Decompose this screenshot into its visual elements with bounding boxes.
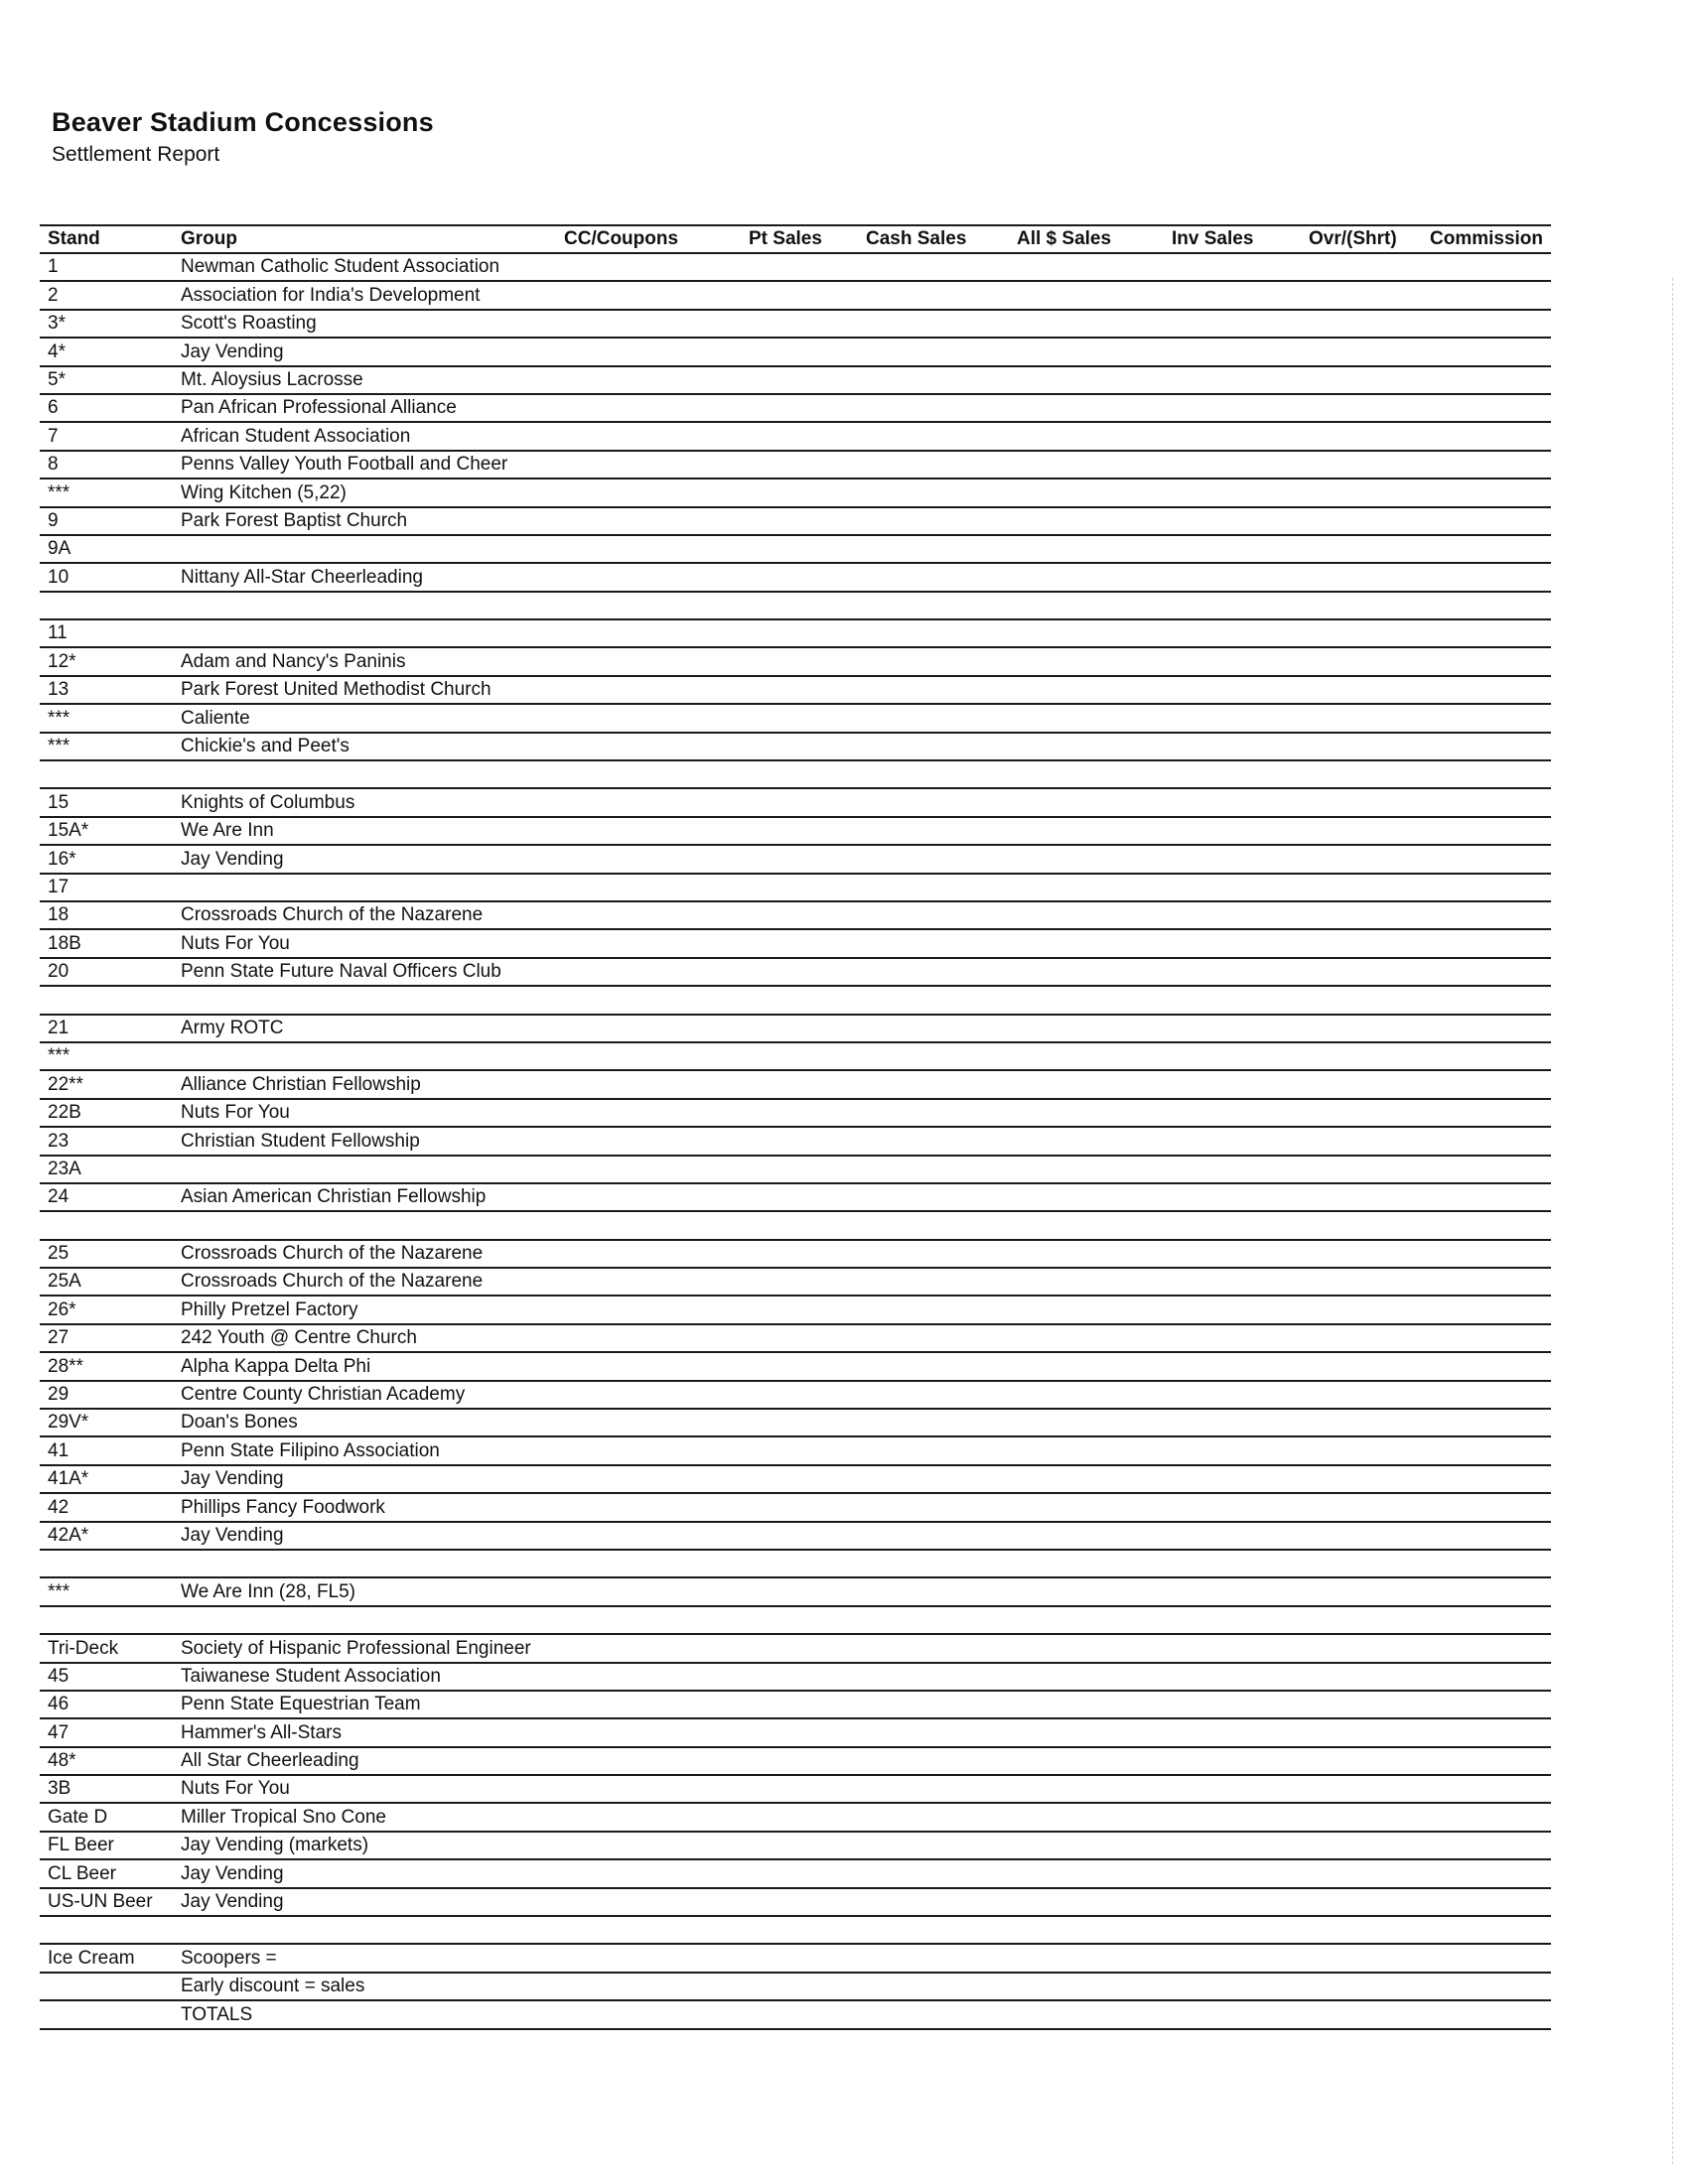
group-cell: Nuts For You: [181, 1778, 290, 1800]
table-row: [40, 1833, 1551, 1860]
stand-cell: 9: [48, 509, 59, 531]
stand-cell: 13: [48, 679, 70, 701]
group-cell: 242 Youth @ Centre Church: [181, 1327, 417, 1349]
group-cell: We Are Inn (28, FL5): [181, 1580, 356, 1602]
stand-cell: 47: [48, 1721, 70, 1743]
stand-cell: 2: [48, 284, 59, 306]
stand-cell: 3B: [48, 1778, 71, 1800]
group-cell: Caliente: [181, 707, 250, 729]
group-cell: Centre County Christian Academy: [181, 1384, 466, 1406]
table-row: [40, 1578, 1551, 1606]
group-cell: Knights of Columbus: [181, 791, 355, 813]
group-cell: Chickie's and Peet's: [181, 736, 350, 757]
stand-cell: 23: [48, 1130, 70, 1152]
table-row: [40, 395, 1551, 423]
stand-cell: 20: [48, 961, 70, 983]
stand-cell: ***: [48, 736, 70, 757]
stand-cell: 28**: [48, 1355, 83, 1377]
group-cell: Association for India's Development: [181, 284, 481, 306]
stand-cell: [48, 987, 167, 1013]
table-row: [40, 846, 1551, 874]
stand-cell: 46: [48, 1694, 70, 1715]
group-cell: Asian American Christian Fellowship: [181, 1186, 487, 1208]
group-cell: [181, 1551, 578, 1576]
header-inv-sales: Inv Sales: [1172, 228, 1254, 249]
table-row: [40, 620, 1551, 648]
page-subtitle: Settlement Report: [52, 143, 220, 166]
group-cell: Penns Valley Youth Football and Cheer: [181, 454, 508, 476]
group-cell: Penn State Future Naval Officers Club: [181, 961, 501, 983]
stand-cell: 26*: [48, 1298, 76, 1320]
group-cell: Jay Vending: [181, 1524, 284, 1546]
group-cell: [181, 1212, 578, 1238]
group-cell: [181, 536, 578, 562]
header-cash-sales: Cash Sales: [866, 228, 967, 249]
group-cell: Mt. Aloysius Lacrosse: [181, 368, 363, 390]
table-row: [40, 677, 1551, 705]
header-stand: Stand: [48, 228, 100, 249]
group-cell: African Student Association: [181, 425, 411, 447]
stand-cell: 4*: [48, 341, 66, 362]
stand-cell: 25: [48, 1243, 70, 1265]
stand-cell: 41A*: [48, 1468, 89, 1490]
stand-cell: [48, 593, 167, 618]
header-commission: Commission: [1430, 228, 1544, 249]
group-cell: Jay Vending: [181, 1862, 284, 1884]
table-row: [40, 1382, 1551, 1410]
group-cell: Doan's Bones: [181, 1412, 298, 1433]
table-row: [40, 1016, 1551, 1043]
stand-cell: Gate D: [48, 1806, 108, 1828]
header-cc-coupons: CC/Coupons: [564, 228, 679, 249]
table-header-row: [40, 224, 1551, 254]
stand-cell: 1: [48, 256, 59, 278]
table-row: [40, 761, 1551, 789]
stand-cell: [48, 1607, 167, 1633]
stand-cell: 24: [48, 1186, 70, 1208]
table-row: [40, 734, 1551, 761]
group-cell: Crossroads Church of the Nazarene: [181, 1243, 484, 1265]
group-cell: Early discount = sales: [181, 1976, 365, 1997]
stand-cell: 8: [48, 454, 59, 476]
table-row: [40, 1100, 1551, 1128]
table-row: [40, 1410, 1551, 1437]
table-row: [40, 902, 1551, 930]
group-cell: Society of Hispanic Professional Engineer: [181, 1637, 531, 1659]
group-cell: Alpha Kappa Delta Phi: [181, 1355, 371, 1377]
stand-cell: 41: [48, 1439, 70, 1461]
group-cell: [181, 1607, 578, 1633]
table-row: [40, 1607, 1551, 1635]
group-cell: [181, 875, 578, 900]
stand-cell: FL Beer: [48, 1835, 114, 1856]
stand-cell: 23A: [48, 1158, 81, 1179]
stand-cell: 15A*: [48, 820, 89, 842]
stand-cell: CL Beer: [48, 1862, 116, 1884]
stand-cell: 17: [48, 876, 70, 897]
group-cell: Penn State Filipino Association: [181, 1439, 440, 1461]
table-row: [40, 875, 1551, 902]
stand-cell: Tri-Deck: [48, 1637, 119, 1659]
group-cell: Nittany All-Star Cheerleading: [181, 566, 423, 588]
group-cell: TOTALS: [181, 2003, 253, 2025]
stand-cell: [48, 2001, 167, 2027]
table-row: [40, 1664, 1551, 1692]
group-cell: [181, 1043, 578, 1069]
table-row: [40, 959, 1551, 987]
stand-cell: 9A: [48, 538, 71, 560]
group-cell: Jay Vending: [181, 1891, 284, 1913]
table-row: [40, 1551, 1551, 1578]
stand-cell: 18B: [48, 932, 81, 954]
table-row: [40, 479, 1551, 507]
table-row: [40, 282, 1551, 310]
table-body: [40, 254, 1551, 2030]
page-title: Beaver Stadium Concessions: [52, 107, 434, 137]
table-row: [40, 648, 1551, 676]
group-cell: [181, 1157, 578, 1182]
table-row: [40, 1353, 1551, 1381]
table-row: [40, 367, 1551, 395]
table-row: [40, 705, 1551, 733]
stand-cell: ***: [48, 1580, 70, 1602]
stand-cell: 15: [48, 791, 70, 813]
table-row: [40, 1043, 1551, 1071]
group-cell: Hammer's All-Stars: [181, 1721, 342, 1743]
stand-cell: 29: [48, 1384, 70, 1406]
group-cell: [181, 987, 578, 1013]
table-row: [40, 1071, 1551, 1099]
scan-edge-line: [1672, 278, 1674, 2164]
group-cell: Park Forest United Methodist Church: [181, 679, 492, 701]
stand-cell: ***: [48, 481, 70, 503]
table-row: [40, 1269, 1551, 1297]
stand-cell: 5*: [48, 368, 66, 390]
stand-cell: ***: [48, 1045, 70, 1067]
stand-cell: 10: [48, 566, 70, 588]
stand-cell: ***: [48, 707, 70, 729]
stand-cell: 12*: [48, 650, 76, 672]
table-row: [40, 564, 1551, 592]
stand-cell: 25A: [48, 1271, 81, 1293]
stand-cell: 11: [48, 622, 68, 644]
table-row: [40, 1889, 1551, 1917]
table-row: [40, 1241, 1551, 1269]
table-row: [40, 593, 1551, 620]
stand-cell: 22B: [48, 1102, 81, 1124]
table-row: [40, 1437, 1551, 1465]
table-row: [40, 1157, 1551, 1184]
group-cell: Park Forest Baptist Church: [181, 509, 408, 531]
group-cell: [181, 620, 578, 646]
group-cell: [181, 761, 578, 787]
header-group: Group: [181, 228, 237, 249]
stand-cell: 27: [48, 1327, 70, 1349]
table-row: [40, 1184, 1551, 1212]
table-row: [40, 818, 1551, 846]
table-row: [40, 1635, 1551, 1663]
group-cell: Scoopers =: [181, 1947, 277, 1969]
table-row: [40, 1297, 1551, 1324]
stand-cell: 18: [48, 904, 70, 926]
table-row: [40, 339, 1551, 366]
stand-cell: 16*: [48, 848, 76, 870]
group-cell: Crossroads Church of the Nazarene: [181, 904, 484, 926]
header-all-sales: All $ Sales: [1017, 228, 1112, 249]
stand-cell: 42A*: [48, 1524, 89, 1546]
group-cell: Scott's Roasting: [181, 313, 317, 335]
group-cell: Taiwanese Student Association: [181, 1665, 441, 1687]
table-row: [40, 930, 1551, 958]
table-row: [40, 1974, 1551, 2001]
group-cell: Nuts For You: [181, 932, 290, 954]
table-row: [40, 1523, 1551, 1551]
table-row: [40, 1466, 1551, 1494]
table-row: [40, 423, 1551, 451]
stand-cell: Ice Cream: [48, 1947, 135, 1969]
table-row: [40, 1719, 1551, 1747]
group-cell: Christian Student Fellowship: [181, 1130, 420, 1152]
table-row: [40, 1692, 1551, 1719]
stand-cell: [48, 1974, 167, 1999]
stand-cell: 48*: [48, 1750, 76, 1772]
group-cell: Jay Vending (markets): [181, 1835, 369, 1856]
stand-cell: 22**: [48, 1073, 83, 1095]
group-cell: All Star Cheerleading: [181, 1750, 359, 1772]
stand-cell: 45: [48, 1665, 70, 1687]
group-cell: Wing Kitchen (5,22): [181, 481, 347, 503]
table-row: [40, 254, 1551, 282]
group-cell: Alliance Christian Fellowship: [181, 1073, 421, 1095]
table-row: [40, 452, 1551, 479]
group-cell: Adam and Nancy's Paninis: [181, 650, 406, 672]
group-cell: Philly Pretzel Factory: [181, 1298, 358, 1320]
group-cell: Miller Tropical Sno Cone: [181, 1806, 386, 1828]
table-row: [40, 1860, 1551, 1888]
stand-cell: [48, 1551, 167, 1576]
group-cell: Pan African Professional Alliance: [181, 397, 457, 419]
table-row: [40, 2001, 1551, 2029]
group-cell: We Are Inn: [181, 820, 274, 842]
group-cell: Phillips Fancy Foodwork: [181, 1496, 385, 1518]
header-ovr-shrt: Ovr/(Shrt): [1309, 228, 1397, 249]
table-row: [40, 1325, 1551, 1353]
stand-cell: 21: [48, 1017, 70, 1038]
stand-cell: [48, 1212, 167, 1238]
stand-cell: [48, 1917, 167, 1943]
group-cell: Penn State Equestrian Team: [181, 1694, 421, 1715]
table-row: [40, 987, 1551, 1015]
group-cell: Crossroads Church of the Nazarene: [181, 1271, 484, 1293]
group-cell: [181, 1917, 578, 1943]
settlement-table: [40, 224, 1551, 2030]
group-cell: Jay Vending: [181, 341, 284, 362]
group-cell: Nuts For You: [181, 1102, 290, 1124]
group-cell: Newman Catholic Student Association: [181, 256, 500, 278]
stand-cell: US-UN Beer: [48, 1891, 153, 1913]
stand-cell: [48, 761, 167, 787]
table-row: [40, 1776, 1551, 1804]
header-pt-sales: Pt Sales: [749, 228, 822, 249]
table-row: [40, 1128, 1551, 1156]
table-row: [40, 508, 1551, 536]
group-cell: Jay Vending: [181, 848, 284, 870]
stand-cell: 42: [48, 1496, 70, 1518]
stand-cell: 29V*: [48, 1412, 89, 1433]
table-row: [40, 1917, 1551, 1945]
group-cell: Army ROTC: [181, 1017, 284, 1038]
stand-cell: 3*: [48, 313, 66, 335]
stand-cell: 7: [48, 425, 59, 447]
table-row: [40, 1494, 1551, 1522]
table-row: [40, 1748, 1551, 1776]
table-row: [40, 536, 1551, 564]
table-row: [40, 789, 1551, 817]
stand-cell: 6: [48, 397, 59, 419]
table-row: [40, 1212, 1551, 1240]
group-cell: Jay Vending: [181, 1468, 284, 1490]
table-row: [40, 1804, 1551, 1832]
table-row: [40, 311, 1551, 339]
table-row: [40, 1945, 1551, 1973]
group-cell: [181, 593, 578, 618]
